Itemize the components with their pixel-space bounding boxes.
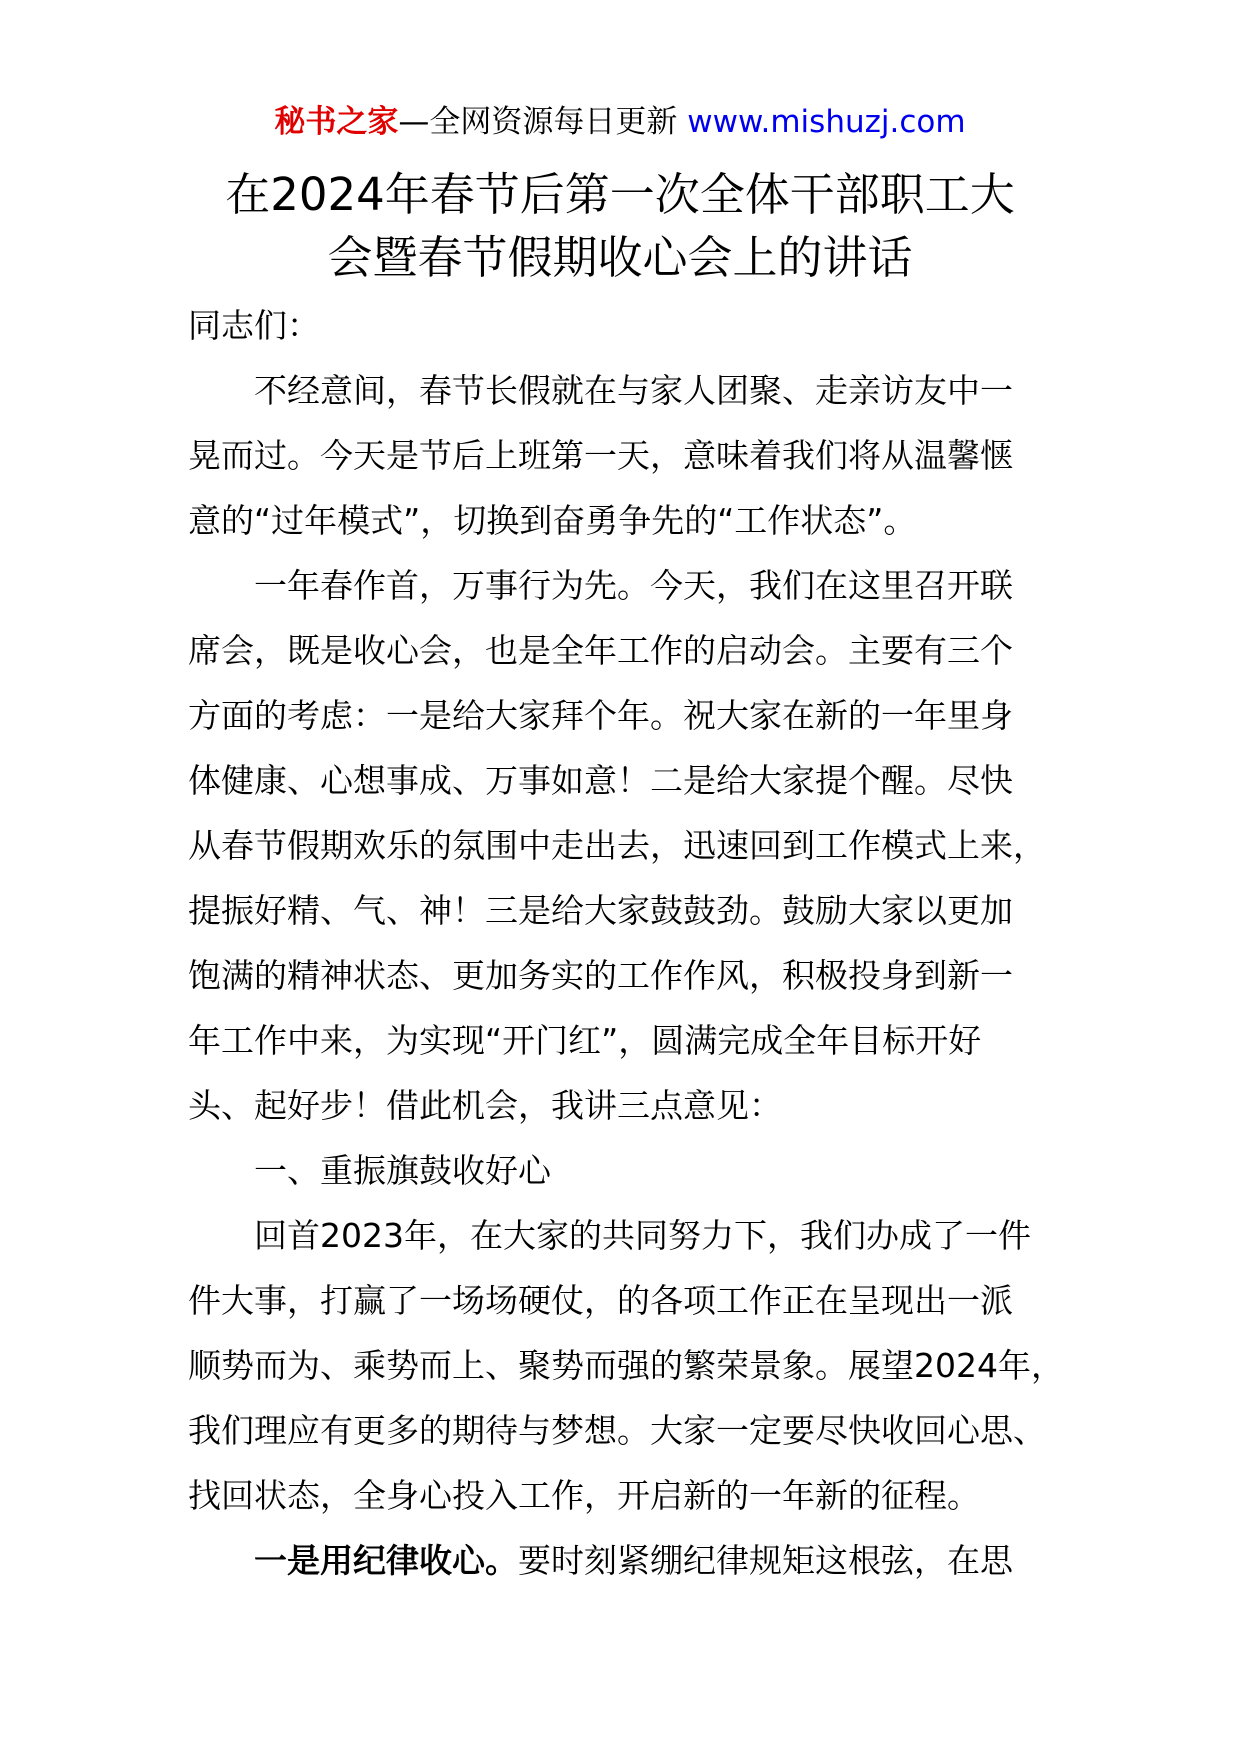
paragraph-line: 不经意间，春节长假就在与家人团聚、走亲访友中一 bbox=[254, 371, 1013, 410]
paragraph-line: 顺势而为、乘势而上、聚势而强的繁荣景象。展望2024年， bbox=[188, 1346, 1064, 1385]
section-heading: 一、重振旗鼓收好心 bbox=[254, 1151, 551, 1190]
site-url-link[interactable]: www.mishuzj.com bbox=[687, 104, 966, 140]
paragraph-line bbox=[188, 1528, 1068, 1593]
bold-lead-text: 一是用纪律收心。 bbox=[254, 1541, 518, 1580]
paragraph-line: 意的“过年模式”，切换到奋勇争先的“工作状态”。 bbox=[188, 501, 917, 540]
paragraph-line: 我们理应有更多的期待与梦想。大家一定要尽快收回心思、 bbox=[188, 1411, 1046, 1450]
paragraph-text: 要时刻紧绷纪律规矩这根弦，在思 bbox=[518, 1541, 1013, 1580]
paragraph-line: 一年春作首，万事行为先。今天，我们在这里召开联 bbox=[254, 566, 1013, 605]
paragraph-line: 年工作中来，为实现“开门红”，圆满完成全年目标开好 bbox=[188, 1021, 982, 1060]
document-title bbox=[150, 163, 1090, 289]
title-line: 在2024年春节后第一次全体干部职工大 bbox=[225, 168, 1015, 221]
site-header bbox=[0, 100, 1240, 144]
paragraph-line: 席会，既是收心会，也是全年工作的启动会。主要有三个 bbox=[188, 631, 1013, 670]
paragraph-line: 从春节假期欢乐的氛围中走出去，迅速回到工作模式上来， bbox=[188, 826, 1046, 865]
paragraph-line: 回首2023年，在大家的共同努力下，我们办成了一件 bbox=[254, 1216, 1031, 1255]
paragraph-line: 提振好精、气、神！三是给大家鼓鼓劲。鼓励大家以更加 bbox=[188, 891, 1013, 930]
paragraph-line: 找回状态，全身心投入工作，开启新的一年新的征程。 bbox=[188, 1476, 980, 1515]
paragraph-line: 体健康、心想事成、万事如意！二是给大家提个醒。尽快 bbox=[188, 761, 1013, 800]
brand-name: 秘书之家 bbox=[274, 104, 399, 140]
paragraph-line: 饱满的精神状态、更加务实的工作作风，积极投身到新一 bbox=[188, 956, 1013, 995]
header-slogan: —全网资源每日更新 bbox=[398, 104, 688, 140]
paragraph-line: 方面的考虑：一是给大家拜个年。祝大家在新的一年里身 bbox=[188, 696, 1013, 735]
paragraph-line: 晃而过。今天是节后上班第一天，意味着我们将从温馨惬 bbox=[188, 436, 1013, 475]
document-body bbox=[188, 293, 1068, 1593]
title-line: 会暨春节假期收心会上的讲话 bbox=[327, 231, 913, 284]
greeting: 同志们： bbox=[188, 306, 320, 345]
paragraph-line: 头、起好步！借此机会，我讲三点意见： bbox=[188, 1086, 782, 1125]
paragraph-line: 件大事，打赢了一场场硬仗，的各项工作正在呈现出一派 bbox=[188, 1281, 1013, 1320]
